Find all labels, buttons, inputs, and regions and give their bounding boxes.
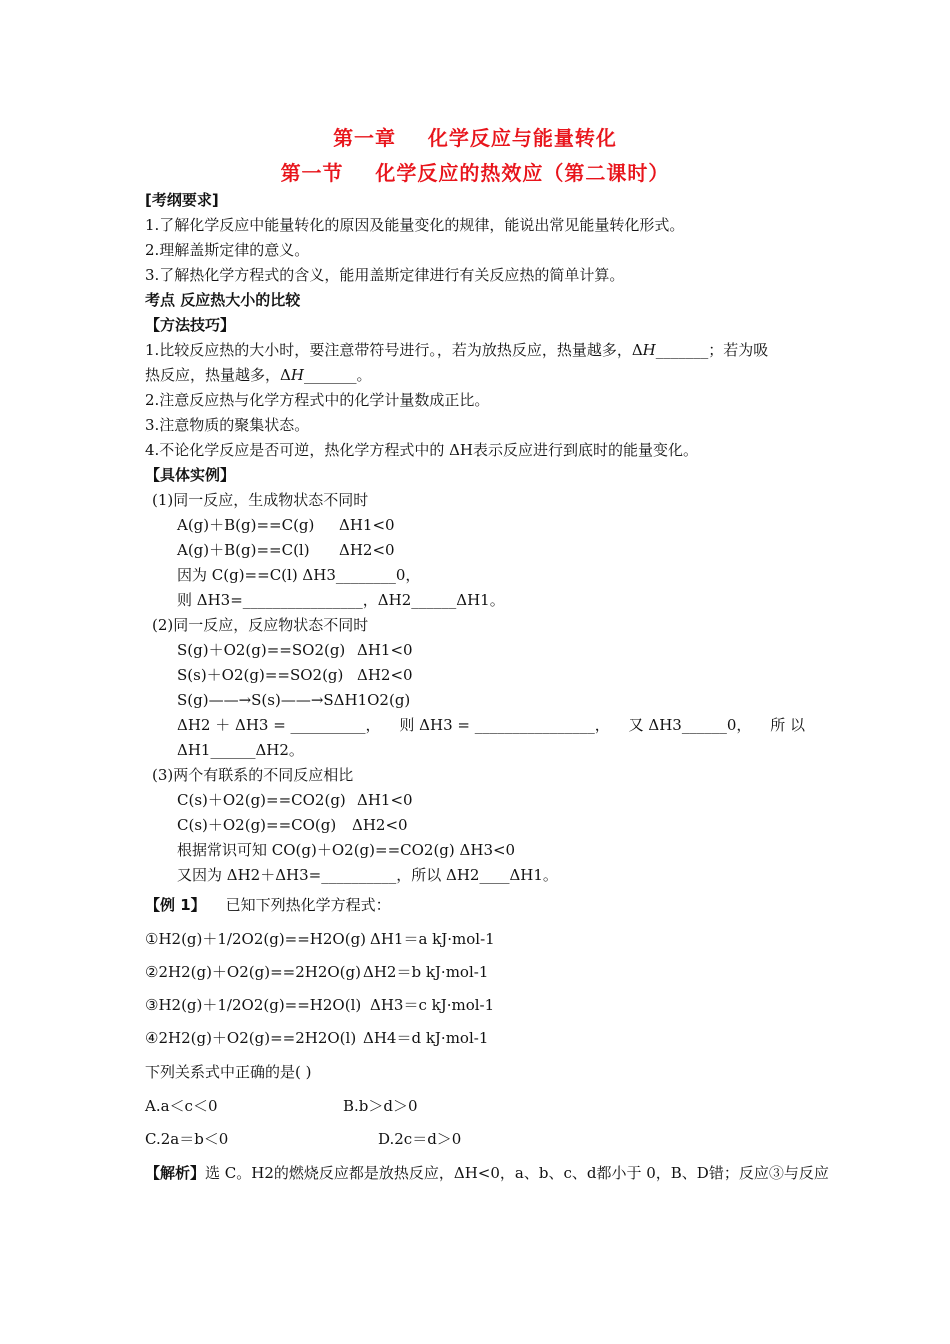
case-2-line-5: ΔH1______ΔH2。 xyxy=(177,741,304,759)
section-title: 第一节 化学反应的热效应（第二课时） xyxy=(280,161,670,185)
examples-header: 【具体实例】 xyxy=(145,466,236,484)
case-2-title: (2)同一反应，反应物状态不同时 xyxy=(152,616,369,634)
method-3: 3.注意物质的聚集状态。 xyxy=(145,416,310,434)
method-2: 2.注意反应热与化学方程式中的化学计量数成正比。 xyxy=(145,391,490,409)
case-3-title: (3)两个有联系的不同反应相比 xyxy=(152,766,354,784)
options-row-1: A.a＜c＜0 B.b＞d＞0 xyxy=(145,1097,418,1115)
equation-3: ③H2(g)＋1/2O2(g)==H2O(l) ΔH3＝c kJ·mol-1 xyxy=(145,996,495,1014)
chapter-title: 第一章 化学反应与能量转化 xyxy=(333,126,617,150)
requirement-3: 3.了解热化学方程式的含义，能用盖斯定律进行有关反应热的简单计算。 xyxy=(145,266,625,284)
case-2-line-4: ΔH2 ＋ ΔH3 = __________， 则 ΔH3 = ________________， 又 ΔH3______0， 所 以 xyxy=(177,716,805,734)
case-3-line-4: 又因为 ΔH2＋ΔH3=__________，所以 ΔH2____ΔH1。 xyxy=(177,866,558,884)
requirement-2: 2.理解盖斯定律的意义。 xyxy=(145,241,310,259)
equation-4: ④2H2(g)＋O2(g)==2H2O(l) ΔH4＝d kJ·mol-1 xyxy=(145,1029,489,1047)
case-3-line-3: 根据常识可知 CO(g)＋O2(g)==CO2(g) ΔH3<0 xyxy=(177,841,516,859)
case-2-eq-1: S(g)＋O2(g)==SO2(g) ΔH1<0 xyxy=(177,641,413,659)
example-1-heading: 【例 1】 已知下列热化学方程式： xyxy=(145,896,391,914)
case-2-line-3: S(g)——→S(s)——→SΔH1O2(g) xyxy=(177,691,411,709)
equation-1: ①H2(g)＋1/2O2(g)==H2O(g) ΔH1＝a kJ·mol-1 xyxy=(145,930,495,948)
question: 下列关系式中正确的是( ) xyxy=(145,1063,312,1081)
case-1-line-3: 因为 C(g)==C(l) ΔH3________0， xyxy=(177,566,421,584)
case-3-eq-1: C(s)＋O2(g)==CO2(g) ΔH1<0 xyxy=(177,791,413,809)
case-1-line-4: 则 ΔH3=________________，ΔH2______ΔH1。 xyxy=(177,591,505,609)
method-1-line-1: 1.比较反应热的大小时，要注意带符号进行。，若为放热反应，热量越多，ΔH_______；若为吸 xyxy=(145,341,769,359)
options-row-2: C.2a＝b＜0 D.2c＝d＞0 xyxy=(145,1130,462,1148)
method-header: 【方法技巧】 xyxy=(145,316,236,334)
case-1-title: (1)同一反应，生成物状态不同时 xyxy=(152,491,369,509)
kaodian-heading: 考点 反应热大小的比较 xyxy=(145,291,301,309)
case-3-eq-2: C(s)＋O2(g)==CO(g) ΔH2<0 xyxy=(177,816,408,834)
method-1-line-2: 热反应，热量越多，ΔH_______。 xyxy=(145,366,372,384)
method-4: 4.不论化学反应是否可逆，热化学方程式中的 ΔH表示反应进行到底时的能量变化。 xyxy=(145,441,698,459)
requirements-header: [考纲要求] xyxy=(145,191,219,209)
case-2-eq-2: S(s)＋O2(g)==SO2(g) ΔH2<0 xyxy=(177,666,413,684)
equation-2: ②2H2(g)＋O2(g)==2H2O(g) ΔH2＝b kJ·mol-1 xyxy=(145,963,489,981)
requirement-1: 1.了解化学反应中能量转化的原因及能量变化的规律，能说出常见能量转化形式。 xyxy=(145,216,685,234)
analysis: 【解析】选 C。H2的燃烧反应都是放热反应，ΔH<0，a、b、c、d都小于 0，B、D错；反应③与反应 xyxy=(145,1164,829,1182)
case-1-eq-1: A(g)＋B(g)==C(g) ΔH1<0 xyxy=(177,516,395,534)
case-1-eq-2: A(g)＋B(g)==C(l) ΔH2<0 xyxy=(177,541,395,559)
